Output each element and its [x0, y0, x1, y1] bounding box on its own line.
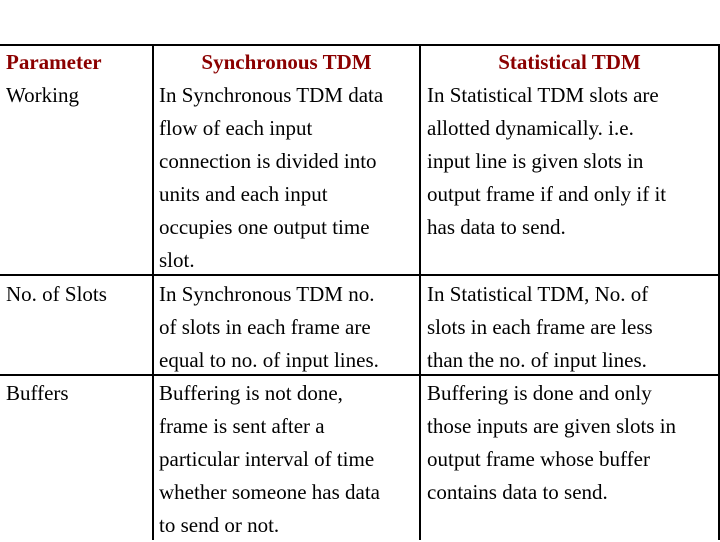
- row-working-synchronous: In Synchronous TDM data flow of each input connection is divided into units and each input occupies one output time slot.: [159, 83, 384, 272]
- header-parameter: Parameter: [6, 50, 102, 74]
- column-divider: [152, 44, 154, 540]
- row-slots-synchronous: In Synchronous TDM no. of slots in each frame are equal to no. of input lines.: [159, 282, 379, 372]
- row-buffers-parameter: Buffers: [6, 381, 69, 405]
- row-slots-parameter: No. of Slots: [6, 282, 107, 306]
- column-divider: [419, 44, 421, 540]
- row-slots-statistical: In Statistical TDM, No. of slots in each frame are less than the no. of input lines.: [427, 282, 653, 372]
- header-statistical-tdm: Statistical TDM: [498, 50, 641, 74]
- comparison-table: [0, 44, 720, 540]
- row-working-parameter: Working: [6, 83, 79, 107]
- row-buffers-statistical: Buffering is done and only those inputs are given slots in output frame whose buffer contains data to send.: [427, 381, 677, 504]
- header-synchronous-tdm: Synchronous TDM: [201, 50, 372, 74]
- row-buffers-synchronous: Buffering is not done, frame is sent after a particular interval of time whether someone has data to send or not.: [159, 381, 381, 537]
- row-working-statistical: In Statistical TDM slots are allotted dynamically. i.e. input line is given slots in output frame if and only if it has data to send.: [427, 83, 667, 239]
